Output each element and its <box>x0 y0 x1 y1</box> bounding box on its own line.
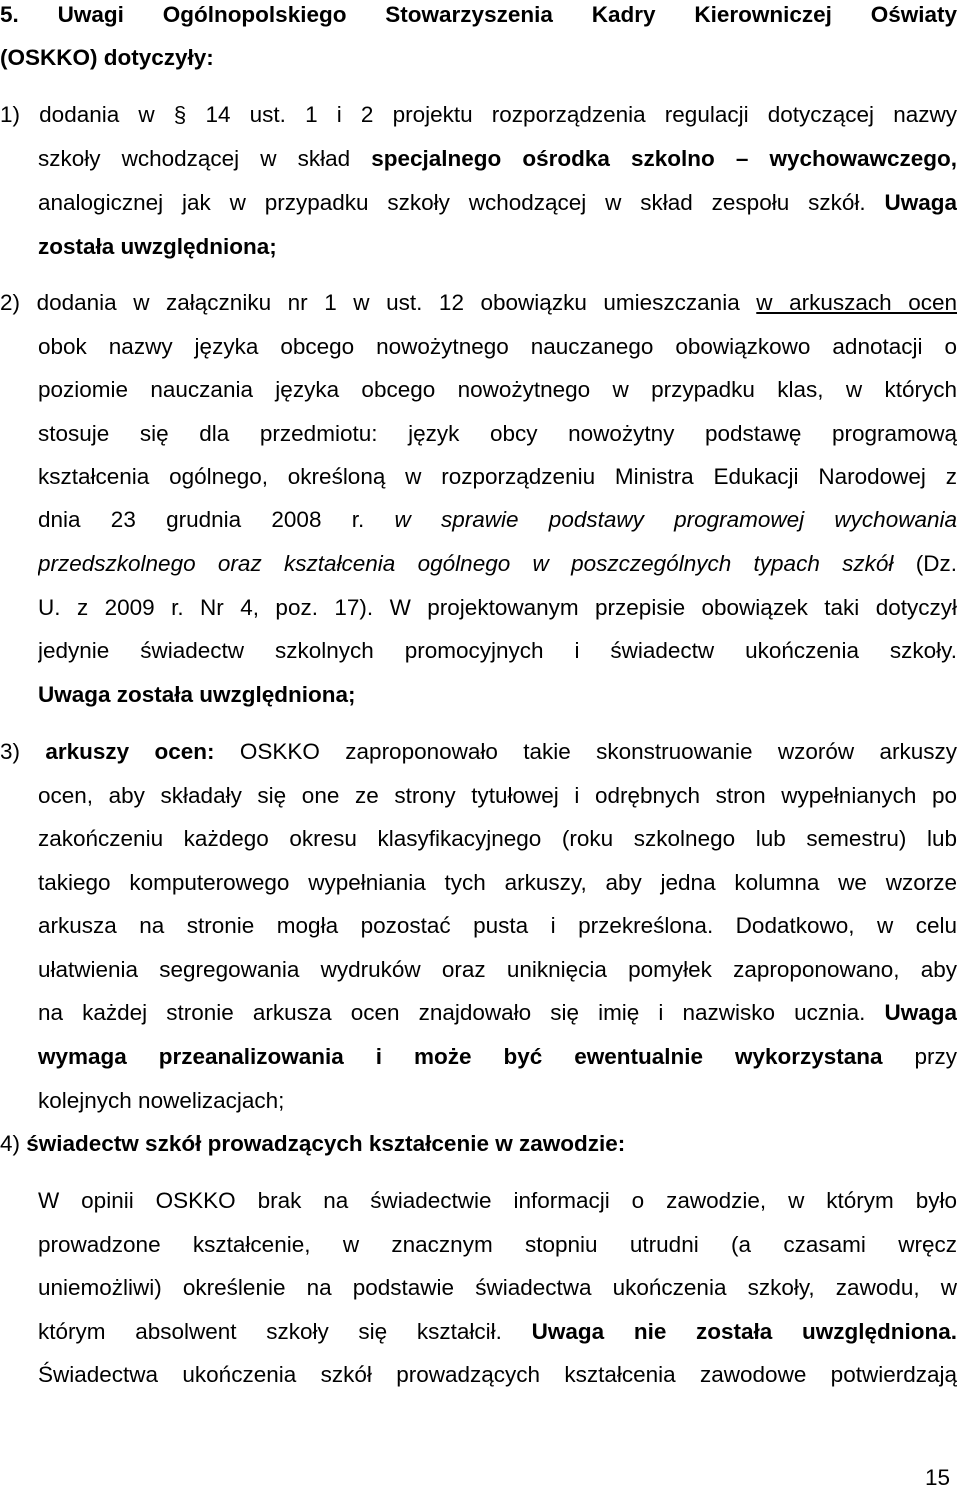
text-line <box>38 376 957 404</box>
text-line <box>0 1130 957 1158</box>
text-run: Świadectwa ukończenia szkół prowadzących kształcenia zawodowe potwierdzają <box>38 1362 957 1387</box>
text-run: W opinii OSKKO brak na świadectwie informacji o zawodzie, w którym było <box>38 1188 957 1213</box>
text-run: wymaga przeanalizowania i może być ewentualnie wykorzystana <box>38 1044 883 1069</box>
text-run: (Dz. <box>893 551 957 576</box>
text-run: prowadzone kształcenie, w znacznym stopniu utrudni (a czasami wręcz <box>38 1232 957 1257</box>
text-line <box>38 1231 957 1259</box>
text-line <box>38 825 957 853</box>
text-line <box>0 44 957 72</box>
text-run: Uwaga <box>884 1000 957 1025</box>
text-run: stosuje się dla przedmiotu: język obcy nowożytny podstawę programową <box>38 421 957 446</box>
text-line <box>38 233 957 261</box>
text-line <box>38 1361 957 1389</box>
text-run: przedszkolnego oraz kształcenia ogólnego w poszczególnych typach szkół <box>38 551 894 576</box>
text-line <box>0 1 957 29</box>
text-line <box>38 1274 957 1302</box>
text-run: specjalnego ośrodka szkolno – wychowawczego, <box>371 146 957 171</box>
text-run: takiego komputerowego wypełniania tych arkuszy, aby jedna kolumna we wzorze <box>38 870 957 895</box>
text-line <box>38 912 957 940</box>
text-line <box>38 1043 957 1071</box>
text-line <box>38 782 957 810</box>
text-run: kształcenia ogólnego, określoną w rozporządzeniu Ministra Edukacji Narodowej z <box>38 464 957 489</box>
text-run: analogicznej jak w przypadku szkoły wchodzącej w skład zespołu szkół. <box>38 190 885 215</box>
text-run: Uwaga nie została uwzględniona. <box>531 1319 957 1344</box>
text-run: obok nazwy języka obcego nowożytnego nauczanego obowiązkowo adnotacji o <box>38 334 957 359</box>
text-line <box>38 956 957 984</box>
text-line <box>38 594 957 622</box>
text-run: świadectw szkół prowadzących kształcenie w zawodzie: <box>26 1131 626 1156</box>
text-run: na każdej stronie arkusza ocen znajdowało się imię i nazwisko ucznia. <box>38 1000 885 1025</box>
text-line <box>38 681 957 709</box>
text-run: U. z 2009 r. Nr 4, poz. 17). W projektowanym przepisie obowiązek taki dotyczył <box>38 595 957 620</box>
text-line <box>38 869 957 897</box>
text-run: w arkuszach ocen <box>756 290 957 315</box>
text-line <box>38 189 957 217</box>
text-run: 1) dodania w § 14 ust. 1 i 2 projektu rozporządzenia regulacji dotyczącej nazwy <box>0 102 957 127</box>
page-number: 15 <box>925 1465 951 1490</box>
text-run: ocen, aby składały się one ze strony tytułowej i odrębnych stron wypełnianych po <box>38 783 957 808</box>
text-run: uniemożliwi) określenie na podstawie świadectwa ukończenia szkoły, zawodu, w <box>38 1275 957 1300</box>
text-line <box>38 145 957 173</box>
text-line <box>38 637 957 665</box>
text-line <box>38 420 957 448</box>
text-run: 5. Uwagi Ogólnopolskiego Stowarzyszenia Kadry Kierowniczej Oświaty <box>0 2 957 27</box>
text-run: 3) <box>0 739 46 764</box>
text-line <box>38 463 957 491</box>
text-run: w sprawie podstawy programowej wychowania <box>394 507 957 532</box>
text-run: arkuszy ocen: <box>45 739 215 764</box>
text-run: OSKKO zaproponowało takie skonstruowanie wzorów arkuszy <box>214 739 957 764</box>
text-run: jedynie świadectw szkolnych promocyjnych i świadectw ukończenia szkoły. <box>38 638 957 663</box>
text-run: dnia 23 grudnia 2008 r. <box>38 507 395 532</box>
text-run: przy <box>882 1044 957 1069</box>
text-run: (OSKKO) dotyczyły: <box>0 45 214 70</box>
text-run: zakończeniu każdego okresu klasyfikacyjnego (roku szkolnego lub semestru) lub <box>38 826 957 851</box>
text-line <box>38 1318 957 1346</box>
text-line <box>38 550 957 578</box>
text-run: Uwaga <box>884 190 957 215</box>
text-line <box>0 101 957 129</box>
text-line <box>38 999 957 1027</box>
text-line <box>0 738 957 766</box>
text-line <box>0 289 957 317</box>
text-line <box>38 333 957 361</box>
text-run: ułatwienia segregowania wydruków oraz uniknięcia pomyłek zaproponowano, aby <box>38 957 957 982</box>
text-run: poziomie nauczania języka obcego nowożytnego w przypadku klas, w których <box>38 377 957 402</box>
text-run: 2) dodania w załączniku nr 1 w ust. 12 obowiązku umieszczania <box>0 290 757 315</box>
text-run: Uwaga została uwzględniona; <box>38 682 356 707</box>
text-run: kolejnych nowelizacjach; <box>38 1088 285 1113</box>
text-run: którym absolwent szkoły się kształcił. <box>38 1319 532 1344</box>
text-line <box>38 1087 957 1115</box>
text-run: arkusza na stronie mogła pozostać pusta i przekreślona. Dodatkowo, w celu <box>38 913 957 938</box>
text-run: szkoły wchodzącej w skład <box>38 146 372 171</box>
text-run: została uwzględniona; <box>38 234 277 259</box>
text-line <box>38 1187 957 1215</box>
text-line <box>38 506 957 534</box>
text-run: 4) <box>0 1131 27 1156</box>
